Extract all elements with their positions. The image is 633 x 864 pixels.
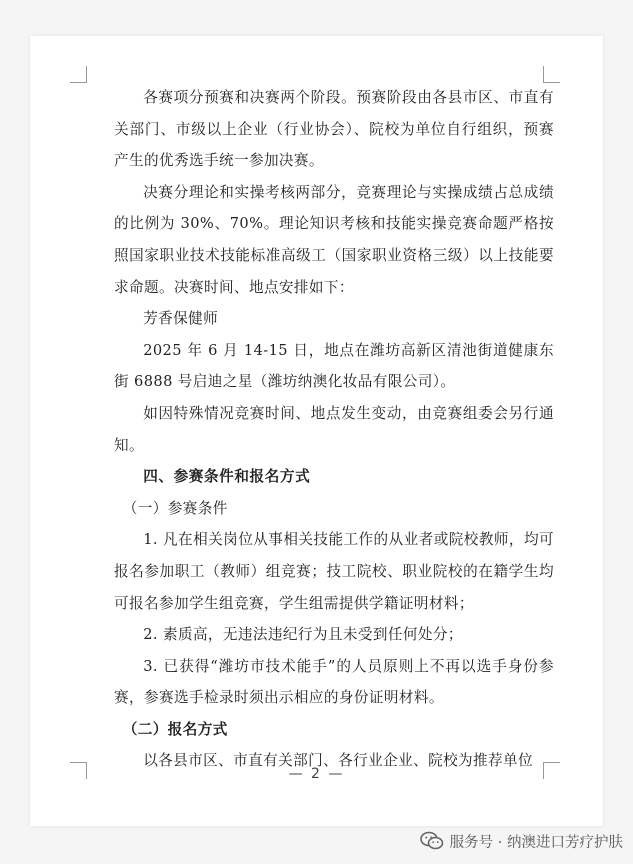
crop-mark-top-right (543, 66, 560, 83)
paragraph-final-composition: 决赛分理论和实操考核两部分，竞赛理论与实操成绩占总成绩的比例为 30%、70%。理论知识考核和技能实操竞赛命题严格按照国家职业技术技能标准高级工（国家职业资格三级）以上技能要求命题。决赛时间、地点安排如下： (114, 183, 554, 296)
crop-mark-top-left (70, 66, 87, 83)
watermark-text: 服务号 · 纳澳进口芳疗护肤 (449, 834, 623, 851)
paragraph-stages: 各赛项分预赛和决赛两个阶段。预赛阶段由各县市区、市直有关部门、市级以上企业（行业协会）、院校为单位自行组织，预赛产生的优秀选手统一参加决赛。 (114, 89, 554, 170)
section-heading-4: 四、参赛条件和报名方式 (143, 468, 311, 486)
page-number: — 2 — (288, 766, 345, 782)
paragraph-change-notice: 如因特殊情况竞赛时间、地点发生变动，由竞赛组委会另行通知。 (114, 404, 554, 454)
condition-item-1: 1. 凡在相关岗位从事相关技能工作的从业者或院校教师，均可报名参加职工（教师）组竞赛；技工院校、职业院校的在籍学生均可报名参加学生组竞赛，学生组需提供学籍证明材料； (114, 531, 554, 612)
document-body (114, 82, 554, 777)
subheading-registration: （二）报名方式 (122, 720, 228, 738)
document-page (30, 36, 603, 826)
paragraph-registration: 以各县市区、市直有关部门、各行业企业、院校为推荐单位 (143, 752, 534, 770)
condition-item-2: 2. 素质高，无违法违纪行为且未受到任何处分； (143, 626, 463, 644)
wechat-icon (420, 831, 444, 851)
paragraph-event-name: 芳香保健师 (143, 310, 219, 328)
condition-item-3: 3. 已获得“潍坊市技术能手”的人员原则上不再以选手身份参赛，参赛选手检录时须出示相应的身份证明材料。 (114, 657, 554, 707)
paragraph-event-time-place: 2025 年 6 月 14-15 日，地点在潍坊高新区清池街道健康东街 6888 号启迪之星（潍坊纳澳化妆品有限公司）。 (114, 341, 554, 391)
subheading-conditions: （一）参赛条件 (122, 499, 228, 517)
watermark (420, 826, 623, 856)
